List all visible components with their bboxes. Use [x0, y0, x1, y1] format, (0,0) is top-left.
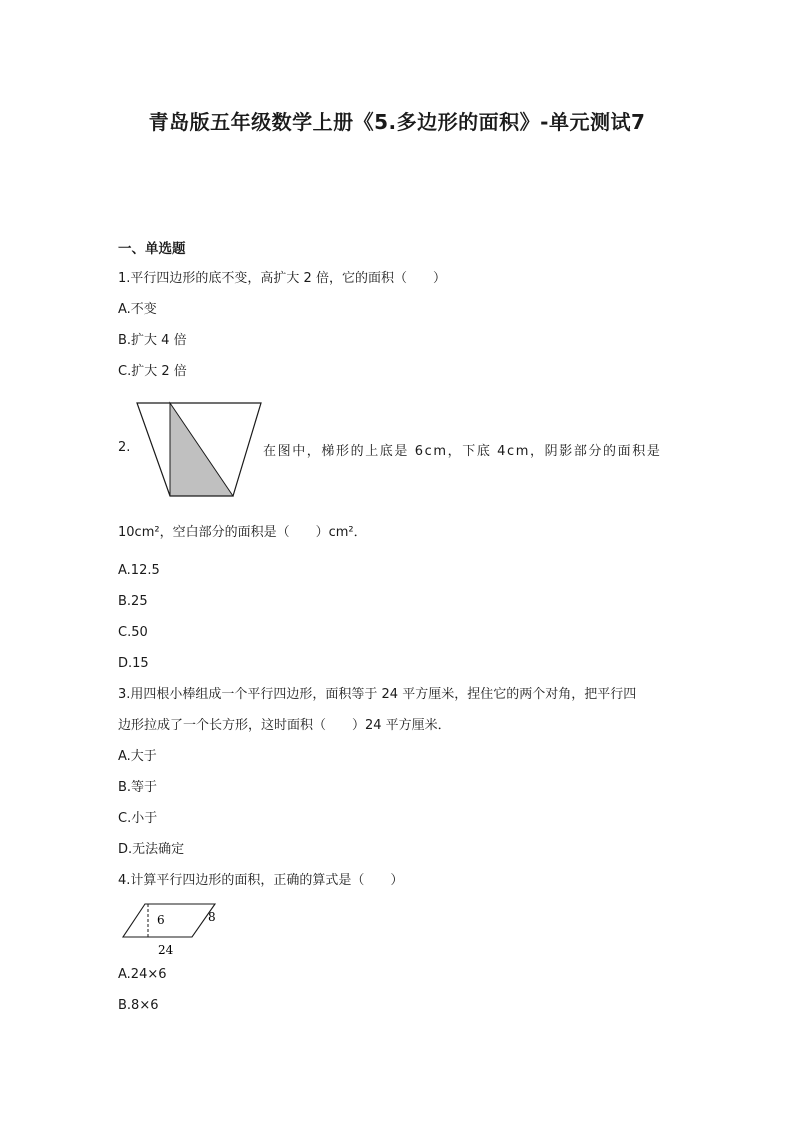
question-4-stem: 4.计算平行四边形的面积，正确的算式是（ ）: [118, 873, 404, 888]
side-label: 8: [208, 910, 216, 924]
question-3-option-a[interactable]: A.大于: [118, 749, 157, 764]
question-4-option-b[interactable]: B.8×6: [118, 998, 159, 1013]
question-3-option-c[interactable]: C.小于: [118, 811, 158, 826]
question-3-stem-line1: 3.用四根小棒组成一个平行四边形，面积等于 24 平方厘米，捏住它的两个对角，把平行四: [118, 687, 637, 702]
question-2-option-c[interactable]: C.50: [118, 625, 148, 640]
parallelogram-figure: [120, 900, 230, 960]
question-3-option-d[interactable]: D.无法确定: [118, 842, 185, 857]
trapezoid-figure: [132, 398, 264, 498]
question-2-stem-part1: 在图中，梯形的上底是 6cm，下底 4cm，阴影部分的面积是: [263, 444, 662, 459]
base-label: 24: [158, 943, 174, 957]
height-label: 6: [157, 913, 165, 927]
shaded-triangle: [170, 403, 233, 496]
parallelogram-outline: [123, 904, 215, 937]
question-2-stem-part2: 10cm²，空白部分的面积是（ ）cm²．: [118, 525, 367, 540]
question-4-option-a[interactable]: A.24×6: [118, 967, 167, 982]
question-1-option-c[interactable]: C.扩大 2 倍: [118, 364, 187, 379]
question-1-option-b[interactable]: B.扩大 4 倍: [118, 333, 187, 348]
question-2-option-b[interactable]: B.25: [118, 594, 148, 609]
question-1-stem: 1.平行四边形的底不变，高扩大 2 倍，它的面积（ ）: [118, 271, 446, 286]
question-1-option-a[interactable]: A.不变: [118, 302, 157, 317]
question-3-stem-line2: 边形拉成了一个长方形，这时面积（ ）24 平方厘米．: [118, 718, 451, 733]
section-heading: 一、单选题: [118, 241, 186, 257]
question-2-option-a[interactable]: A.12.5: [118, 563, 160, 578]
question-2-option-d[interactable]: D.15: [118, 656, 149, 671]
question-3-option-b[interactable]: B.等于: [118, 780, 158, 795]
question-2-row: [118, 398, 698, 498]
page-title: 青岛版五年级数学上册《5.多边形的面积》-单元测试7: [148, 110, 646, 134]
question-2-number: 2.: [118, 440, 131, 455]
